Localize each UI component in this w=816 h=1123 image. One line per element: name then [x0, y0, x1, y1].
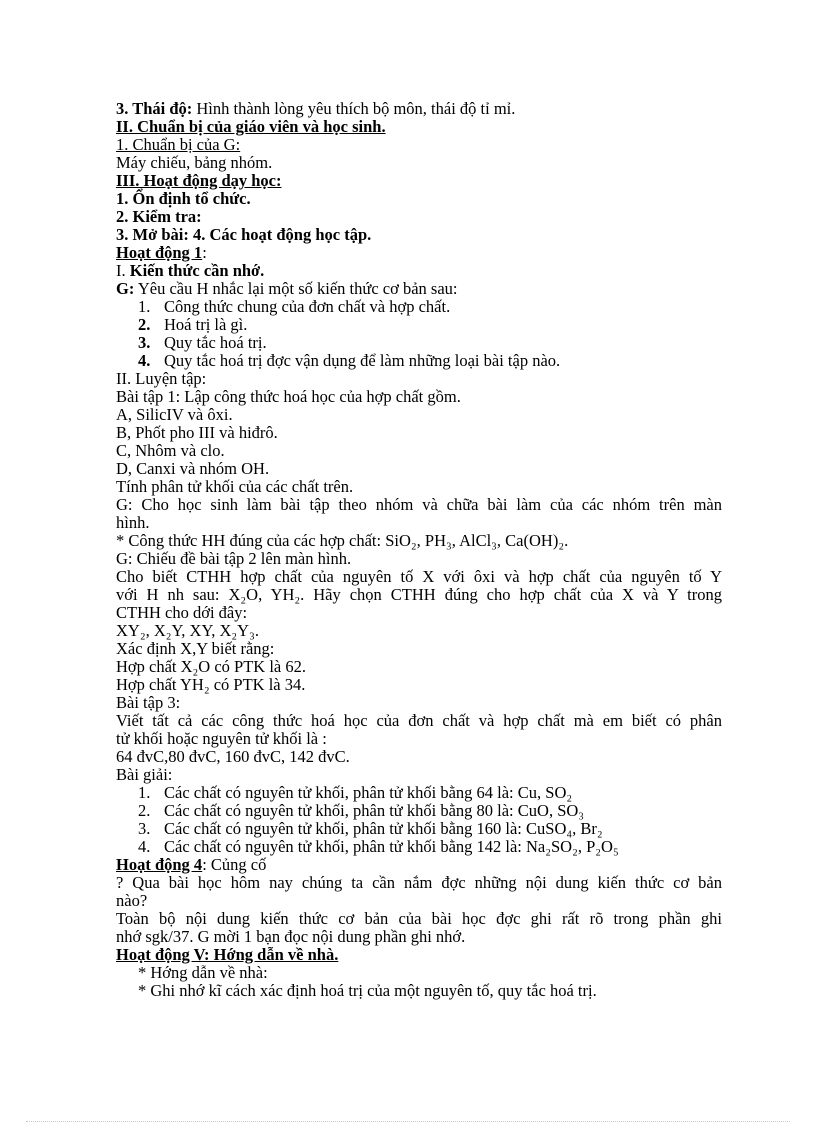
list-item	[116, 838, 722, 856]
section-ii-heading: II. Chuẩn bị của giáo viên và học sinh.	[116, 117, 386, 136]
exercise-3-text-1: Viết tất cả các công thức hoá học của đơn chất và hợp chất mà em biết có phân	[116, 711, 722, 730]
exercise-1-task: Tính phân tử khối của các chất trên.	[116, 477, 354, 496]
activity-4-line	[116, 856, 722, 874]
activity-v-heading: Hoạt động V: Hớng dẫn về nhà.	[116, 945, 339, 964]
exercise-2-condition-1: Hợp chất X₂O có PTK là 62.	[116, 657, 306, 676]
activity-4-label: Hoạt động 4	[116, 855, 203, 874]
review-question-2: nào?	[116, 891, 148, 910]
review-answer-2: nhớ sgk/37. G mời 1 bạn đọc nội dung phần ghi nhớ.	[116, 927, 466, 946]
page-bottom-divider	[26, 1121, 790, 1122]
exercise-1-option-d: D, Canxi và nhóm OH.	[116, 459, 270, 478]
list-text: Quy tắc hoá trị.	[164, 333, 267, 352]
attitude-label: 3. Thái độ:	[116, 99, 193, 118]
exercise-1-title: Bài tập 1: Lập công thức hoá học của hợp chất gồm.	[116, 387, 461, 406]
teacher-prep-text: Máy chiếu, bảng nhóm.	[116, 153, 273, 172]
activity-1-line	[116, 244, 722, 262]
list-text: Hoá trị là gì.	[164, 315, 248, 334]
activity-4-title: : Củng cố	[202, 855, 267, 874]
document-page	[116, 100, 722, 1000]
solution-heading: Bài giải:	[116, 765, 173, 784]
exercise-3-text-2: tử khối hoặc nguyên tử khối là :	[116, 729, 327, 748]
exercise-2-condition: Xác định X,Y biết rằng:	[116, 639, 275, 658]
teacher-request-line	[116, 280, 722, 298]
list-text: Quy tắc hoá trị đợc vận dụng để làm những loại bài tập nào.	[164, 351, 561, 370]
list-number: 1.	[138, 783, 151, 802]
list-item	[116, 334, 722, 352]
list-number: 3.	[138, 819, 151, 838]
step-1-heading: 1. Ổn định tổ chức.	[116, 189, 251, 208]
list-text: Công thức chung của đơn chất và hợp chất.	[164, 297, 451, 316]
list-number: 2.	[138, 315, 151, 334]
attitude-text: Hình thành lòng yêu thích bộ môn, thái độ tỉ mỉ.	[192, 99, 516, 118]
exercise-2-intro: G: Chiếu đề bài tập 2 lên màn hình.	[116, 549, 352, 568]
step-2-heading: 2. Kiểm tra:	[116, 207, 202, 226]
list-item	[116, 316, 722, 334]
group-work-text-cont: hình.	[116, 513, 150, 532]
list-text: Các chất có nguyên tử khối, phân tử khối bằng 142 là: Na₂SO₂, P₂O₅	[164, 837, 619, 856]
list-number: 4.	[138, 837, 151, 856]
list-number: 3.	[138, 333, 151, 352]
exercise-2-condition-2: Hợp chất YH₂ có PTK là 34.	[116, 675, 306, 694]
section-iii-heading: III. Hoạt động dạy học:	[116, 171, 282, 190]
exercise-1-option-a: A, SilicIV và ôxi.	[116, 405, 233, 424]
list-item	[116, 784, 722, 802]
homework-line-1: * Hớng dẫn về nhà:	[138, 963, 268, 982]
group-work-text: G: Cho học sinh làm bài tập theo nhóm và chữa bài làm của các nhóm trên màn	[116, 495, 722, 514]
exercise-1-option-b: B, Phốt pho III và hiđrô.	[116, 423, 278, 442]
review-answer-1: Toàn bộ nội dung kiến thức cơ bản của bài học đợc ghi rất rõ trong phần ghi	[116, 909, 722, 928]
list-item	[116, 802, 722, 820]
knowledge-numeral: I.	[116, 261, 130, 280]
list-text: Các chất có nguyên tử khối, phân tử khối bằng 80 là: CuO, SO₃	[164, 801, 585, 820]
knowledge-heading-line	[116, 262, 722, 280]
practice-heading: II. Luyện tập:	[116, 369, 207, 388]
homework-line-2: * Ghi nhớ kĩ cách xác định hoá trị của một nguyên tố, quy tắc hoá trị.	[138, 981, 597, 1000]
exercise-2-options: XY₂, X₂Y, XY, X₂Y₃.	[116, 621, 259, 640]
exercise-2-text-3: CTHH cho dới đây:	[116, 603, 248, 622]
exercise-3-values: 64 đvC,80 đvC, 160 đvC, 142 đvC.	[116, 747, 350, 766]
exercise-2-text-1: Cho biết CTHH hợp chất của nguyên tố X với ôxi và hợp chất của nguyên tố Y	[116, 567, 722, 586]
review-question-1: ? Qua bài học hôm nay chúng ta cần nắm đợc những nội dung kiến thức cơ bản	[116, 873, 722, 892]
correct-formulas: * Công thức HH đúng của các hợp chất: SiO₂, PH₃, AlCl₃, Ca(OH)₂.	[116, 531, 569, 550]
teacher-label: G:	[116, 279, 135, 298]
list-number: 1.	[138, 297, 151, 316]
teacher-prep-heading: 1. Chuẩn bị của G:	[116, 135, 241, 154]
list-text: Các chất có nguyên tử khối, phân tử khối bằng 160 là: CuSO₄, Br₂	[164, 819, 603, 838]
activity-1-colon: :	[202, 243, 207, 262]
step-3-4-heading: 3. Mở bài: 4. Các hoạt động học tập.	[116, 225, 372, 244]
list-text: Các chất có nguyên tử khối, phân tử khối bằng 64 là: Cu, SO₂	[164, 783, 573, 802]
list-number: 2.	[138, 801, 151, 820]
list-item	[116, 352, 722, 370]
knowledge-heading: Kiến thức cần nhớ.	[129, 261, 265, 280]
list-number: 4.	[138, 351, 151, 370]
attitude-line	[116, 100, 722, 118]
exercise-3-title: Bài tập 3:	[116, 693, 181, 712]
list-item	[116, 298, 722, 316]
list-item	[116, 820, 722, 838]
exercise-1-option-c: C, Nhôm và clo.	[116, 441, 225, 460]
teacher-request-text: Yêu cầu H nhắc lại một số kiến thức cơ bản sau:	[134, 279, 458, 298]
activity-1-label: Hoạt động 1	[116, 243, 203, 262]
exercise-2-text-2: với H nh sau: X₂O, YH₂. Hãy chọn CTHH đúng cho hợp chất của X và Y trong	[116, 585, 722, 604]
